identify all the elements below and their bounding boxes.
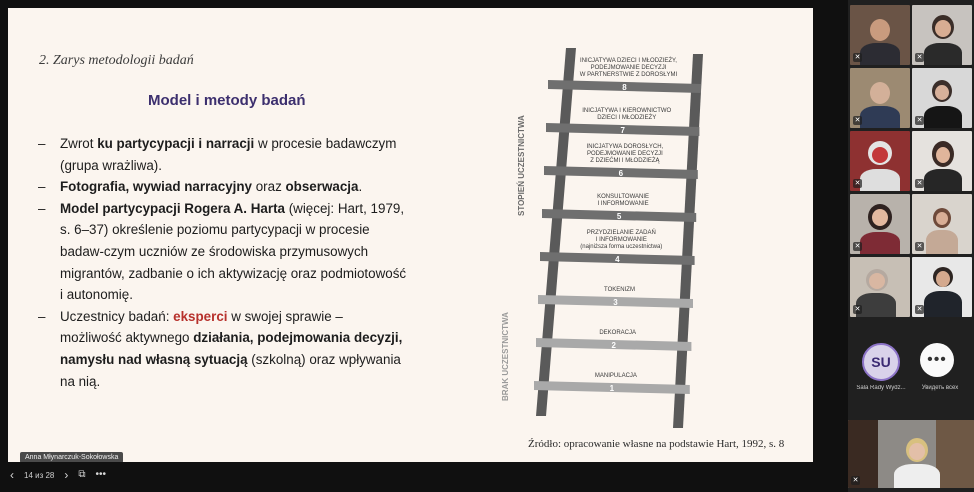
slide-controls xyxy=(10,466,106,484)
rung-label: DEKORACJA xyxy=(599,330,637,336)
participation-ladder xyxy=(488,36,728,446)
participant-video-tile[interactable] xyxy=(912,257,972,317)
self-view-video-tile[interactable] xyxy=(848,420,974,488)
more-options-icon[interactable]: ••• xyxy=(95,469,107,480)
bullet-list xyxy=(38,133,408,392)
fit-to-window-icon[interactable]: ⧉ xyxy=(78,469,86,480)
participant-video-tile[interactable] xyxy=(850,131,910,191)
mic-off-icon: ✕ xyxy=(854,306,861,313)
bullet-text: . xyxy=(358,179,363,195)
bullet-text: (szkolną) oraz wpływania na nią. xyxy=(60,351,401,389)
rung-number: 2 xyxy=(611,341,616,350)
mic-off-icon: ✕ xyxy=(852,477,859,484)
bullet-text: oraz xyxy=(252,179,286,195)
avatar-su-label: Sala Rady Wydz... xyxy=(856,385,906,391)
bullet-item xyxy=(38,133,408,176)
rung-label: INICJATYWA I KIEROWNICTWO xyxy=(582,108,672,114)
bullet-text: Model partycypacji Rogera A. Harta xyxy=(60,200,285,216)
slide-title: Model i metody badań xyxy=(148,92,306,109)
rung-label: INICJATYWA DOROSŁYCH, xyxy=(586,144,664,150)
bullet-text: (więcej: Hart, 1979, s. 6–37) określenie poziomu partycypacji w procesie badaw-czym uczniów ze środowiska przymusowych migrantów, zadbanie o ich aktywizację oraz podmiotowość i autonomię. xyxy=(60,200,407,303)
rung-number: 3 xyxy=(613,298,618,307)
participants-panel xyxy=(848,0,974,492)
participant-video-tile[interactable] xyxy=(912,194,972,254)
rung-number: 5 xyxy=(616,212,622,221)
rung-label: I INFORMOWANIE xyxy=(595,237,647,243)
mic-off-icon: ✕ xyxy=(854,54,861,61)
participant-video-tile[interactable] xyxy=(912,5,972,65)
bullet-text: Zwrot xyxy=(60,136,98,151)
rung-label: Z DZIEĆMI I MŁODZIEŻĄ xyxy=(590,158,660,164)
participant-video-tile[interactable] xyxy=(912,131,972,191)
bullet-text: obserwacja xyxy=(285,179,359,195)
rung-number: 7 xyxy=(620,126,625,135)
bullet-text: w procesie badawczym (grupa wrażliwa). xyxy=(60,136,397,173)
avatar-su[interactable]: SU xyxy=(862,343,900,381)
mic-off-icon: ✕ xyxy=(854,180,861,187)
mic-off-icon: ✕ xyxy=(916,243,923,250)
rung-label: W PARTNERSTWIE Z DOROSŁYMI xyxy=(579,72,678,78)
bullet-text: Uczestnicy badań: xyxy=(60,308,174,324)
source-note: Źródło: opracowanie własne na podstawie Hart, 1992, s. 8 xyxy=(528,438,785,450)
rung-label: (najniższa forma uczestnictwa) xyxy=(580,244,663,250)
mic-off-icon: ✕ xyxy=(916,54,923,61)
rung-label: MANIPULACJA xyxy=(594,373,637,379)
ladder-right-rail xyxy=(673,54,703,428)
see-all-participants-button[interactable]: ••• xyxy=(920,343,954,377)
participant-video-tile[interactable] xyxy=(850,68,910,128)
rung-label: PODEJMOWANIE DECYZJI xyxy=(587,151,663,157)
rung-label: KONSULTOWANIE xyxy=(597,194,650,200)
section-label: 2. Zarys metodologii badań xyxy=(39,53,194,68)
rung-label: PRZYDZIELANIE ZADAŃ xyxy=(586,230,656,236)
mic-off-icon: ✕ xyxy=(916,306,923,313)
mic-off-icon: ✕ xyxy=(854,243,861,250)
bullet-item xyxy=(38,306,408,392)
rung-label: DZIECI I MŁODZIEŻY xyxy=(597,115,657,121)
upper-axis-label: STOPIEŃ UCZESTNICTWA xyxy=(517,115,526,216)
ladder-left-rail xyxy=(536,48,576,416)
slide xyxy=(8,8,813,462)
rung-label: INICJATYWA DZIECI I MŁODZIEŻY, xyxy=(580,58,677,64)
mic-off-icon: ✕ xyxy=(916,117,923,124)
bullet-text: w swojej sprawie – możliwość aktywnego xyxy=(60,308,343,346)
rung-number: 4 xyxy=(615,255,620,264)
bullet-text: eksperci xyxy=(173,308,228,324)
bullet-item xyxy=(38,198,408,306)
chevron-left-icon[interactable]: ‹ xyxy=(10,468,14,482)
rung-number: 8 xyxy=(622,83,627,92)
rung-number: 1 xyxy=(609,384,615,393)
mic-off-icon: ✕ xyxy=(916,180,923,187)
bullet-text: ku partycypacji i narracji xyxy=(97,136,255,151)
bullet-text: Fotografia, wywiad narracyjny xyxy=(60,179,252,195)
lower-axis-label: BRAK UCZESTNICTWA xyxy=(501,312,510,401)
mic-off-icon: ✕ xyxy=(854,117,861,124)
bullet-text: działania, podejmowania decyzji, namysłu nad własną sytuacją xyxy=(60,330,403,367)
participant-video-tile[interactable] xyxy=(850,257,910,317)
page-indicator: 14 из 28 xyxy=(24,470,55,480)
rung-label: TOKENIZM xyxy=(604,287,635,293)
bullet-item xyxy=(38,176,408,198)
rung-label: I INFORMOWANIE xyxy=(597,201,649,207)
see-all-label: Увидеть всех xyxy=(921,385,959,391)
participant-video-tile[interactable] xyxy=(850,194,910,254)
rung-number: 6 xyxy=(618,169,624,178)
participant-video-tile[interactable] xyxy=(912,68,972,128)
rung-label: PODEJMOWANIE DECYZJI xyxy=(590,65,667,71)
chevron-right-icon[interactable]: › xyxy=(64,468,69,482)
presenter-name-tag: Anna Młynarczuk-Sokołowska xyxy=(20,452,123,462)
participant-video-tile[interactable] xyxy=(850,5,910,65)
